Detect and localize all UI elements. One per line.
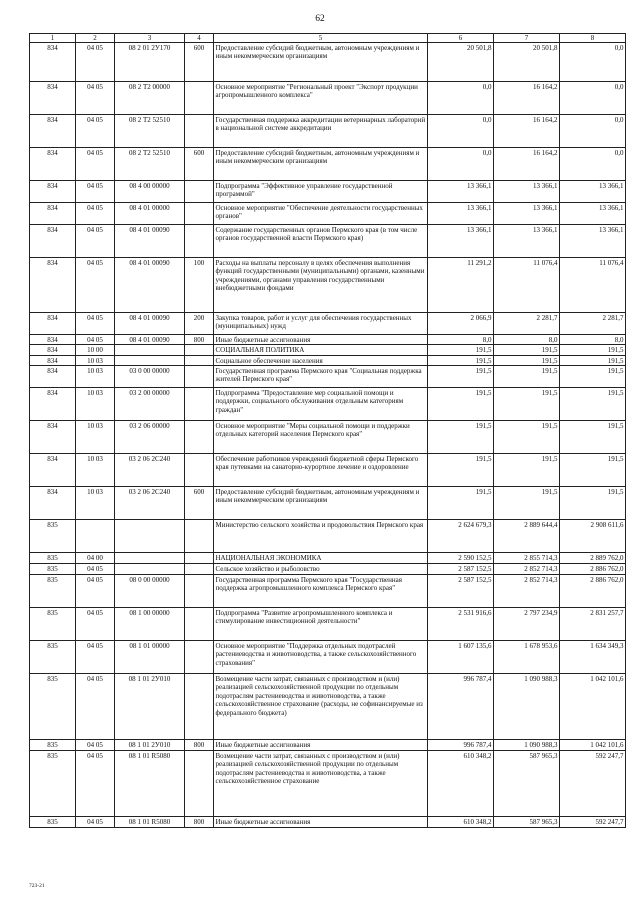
cell-expense-type: 600 [185,487,214,520]
cell-target-article: 08 1 01 R5080 [115,751,185,817]
cell-expense-type [185,225,214,258]
cell-amount-year-3: 191,5 [560,345,626,356]
cell-amount-year-3: 0,0 [560,115,626,148]
cell-amount-year-2: 191,5 [494,421,560,454]
cell-target-article: 08 4 01 00090 [115,258,185,313]
cell-expense-type [185,203,214,225]
cell-ministry-code: 834 [30,225,76,258]
cell-ministry-code: 834 [30,356,76,366]
cell-amount-year-3: 1 042 101,6 [560,674,626,740]
cell-section-code: 10 03 [76,421,115,454]
cell-amount-year-1: 13 366,1 [428,203,494,225]
table-row [30,345,626,356]
cell-description: Иные бюджетные ассигнования [214,740,428,751]
cell-ministry-code: 834 [30,115,76,148]
cell-amount-year-2: 2 281,7 [494,313,560,335]
cell-amount-year-2: 1 090 988,3 [494,740,560,751]
cell-amount-year-2: 13 366,1 [494,203,560,225]
cell-description: Иные бюджетные ассигнования [214,817,428,828]
cell-amount-year-1: 8,0 [428,335,494,345]
cell-section-code: 04 05 [76,181,115,203]
cell-amount-year-1: 191,5 [428,366,494,388]
table-row [30,740,626,751]
cell-description: Предоставление субсидий бюджетным, автономным учреждениям и иным некоммерческим организациям [214,148,428,181]
cell-amount-year-1: 996 787,4 [428,674,494,740]
cell-ministry-code: 834 [30,345,76,356]
cell-section-code: 04 05 [76,225,115,258]
table-row [30,313,626,335]
cell-ministry-code: 834 [30,388,76,421]
cell-amount-year-2: 2 852 714,3 [494,575,560,608]
cell-target-article: 08 2 01 2У170 [115,43,185,82]
table-row [30,421,626,454]
cell-amount-year-1: 2 587 152,5 [428,564,494,575]
table-row [30,335,626,345]
cell-amount-year-2: 587 965,3 [494,751,560,817]
cell-amount-year-1: 191,5 [428,388,494,421]
cell-description: Подпрограмма "Эффективное управление государственной программой" [214,181,428,203]
cell-description: Расходы на выплаты персоналу в целях обеспечения выполнения функций государственными (муниципальными) органами, казенными учреждениями, органами управления государственными внебюджетными фондами [214,258,428,313]
cell-description: Закупка товаров, работ и услуг для обеспечения государственных (муниципальных) нужд [214,313,428,335]
cell-ministry-code: 834 [30,181,76,203]
cell-description: Государственная программа Пермского края "Государственная поддержка агропромышленного комплекса Пермского края" [214,575,428,608]
column-header-8: 8 [560,34,626,43]
cell-target-article [115,564,185,575]
table-row [30,575,626,608]
cell-amount-year-3: 0,0 [560,148,626,181]
cell-amount-year-3: 191,5 [560,366,626,388]
cell-target-article [115,345,185,356]
cell-ministry-code: 835 [30,817,76,828]
column-header-1: 1 [30,34,76,43]
column-header-3: 3 [115,34,185,43]
cell-target-article: 08 1 01 2У010 [115,740,185,751]
cell-ministry-code: 834 [30,258,76,313]
cell-description: Подпрограмма "Развитие агропромышленного комплекса и стимулирование инвестиционной деятельности" [214,608,428,641]
cell-amount-year-2: 1 678 953,6 [494,641,560,674]
cell-amount-year-3: 0,0 [560,43,626,82]
cell-section-code: 04 05 [76,82,115,115]
table-row [30,817,626,828]
cell-amount-year-1: 191,5 [428,487,494,520]
cell-target-article: 08 4 01 00090 [115,335,185,345]
cell-target-article: 08 2 Т2 52510 [115,115,185,148]
cell-amount-year-1: 20 501,8 [428,43,494,82]
cell-amount-year-3: 8,0 [560,335,626,345]
cell-amount-year-3: 0,0 [560,82,626,115]
column-header-2: 2 [76,34,115,43]
cell-section-code: 04 05 [76,751,115,817]
cell-ministry-code: 834 [30,203,76,225]
cell-ministry-code: 834 [30,148,76,181]
cell-ministry-code: 834 [30,43,76,82]
cell-amount-year-1: 191,5 [428,356,494,366]
cell-ministry-code: 835 [30,575,76,608]
cell-ministry-code: 835 [30,674,76,740]
cell-description: СОЦИАЛЬНАЯ ПОЛИТИКА [214,345,428,356]
table-row [30,43,626,82]
cell-amount-year-2: 20 501,8 [494,43,560,82]
cell-section-code: 10 03 [76,487,115,520]
cell-section-code: 04 05 [76,258,115,313]
table-row [30,553,626,564]
cell-amount-year-1: 11 291,2 [428,258,494,313]
cell-expense-type: 800 [185,740,214,751]
cell-ministry-code: 835 [30,553,76,564]
table-row [30,225,626,258]
column-header-7: 7 [494,34,560,43]
cell-amount-year-3: 592 247,7 [560,817,626,828]
cell-ministry-code: 834 [30,421,76,454]
cell-description: Социальное обеспечение населения [214,356,428,366]
cell-target-article: 08 4 00 00000 [115,181,185,203]
cell-expense-type: 200 [185,313,214,335]
cell-expense-type [185,641,214,674]
cell-amount-year-1: 2 624 679,3 [428,520,494,553]
cell-description: Государственная программа Пермского края "Социальная поддержка жителей Пермского края" [214,366,428,388]
cell-target-article: 03 2 06 00000 [115,421,185,454]
cell-amount-year-1: 0,0 [428,115,494,148]
cell-expense-type: 600 [185,43,214,82]
cell-amount-year-3: 2 886 762,0 [560,575,626,608]
cell-description: Основное мероприятие "Меры социальной помощи и поддержки отдельных категорий населения Пермского края" [214,421,428,454]
footer-code: 723-21 [29,883,45,889]
budget-table [29,33,626,828]
table-header-row [30,34,626,43]
cell-expense-type [185,608,214,641]
cell-amount-year-3: 13 366,1 [560,203,626,225]
cell-description: Предоставление субсидий бюджетным, автономным учреждениям и иным некоммерческим организациям [214,487,428,520]
table-row [30,203,626,225]
cell-description: Подпрограмма "Предоставление мер социальной помощи и поддержки, социального обслуживания отдельным категориям граждан" [214,388,428,421]
table-row [30,82,626,115]
cell-amount-year-3: 191,5 [560,356,626,366]
cell-amount-year-3: 191,5 [560,388,626,421]
cell-amount-year-2: 16 164,2 [494,82,560,115]
cell-expense-type: 600 [185,148,214,181]
cell-expense-type [185,421,214,454]
table-row [30,258,626,313]
cell-expense-type [185,366,214,388]
cell-target-article: 03 2 06 2С240 [115,454,185,487]
column-header-5: 5 [214,34,428,43]
cell-amount-year-2: 191,5 [494,356,560,366]
cell-description: Содержание государственных органов Пермского края (в том числе органов государственной власти Пермского края) [214,225,428,258]
cell-target-article: 08 1 00 00000 [115,608,185,641]
cell-amount-year-1: 2 587 152,5 [428,575,494,608]
cell-expense-type [185,575,214,608]
cell-section-code: 04 05 [76,608,115,641]
cell-ministry-code: 834 [30,454,76,487]
cell-section-code: 04 05 [76,203,115,225]
cell-section-code: 04 05 [76,335,115,345]
cell-section-code: 10 03 [76,356,115,366]
cell-amount-year-1: 2 531 916,6 [428,608,494,641]
cell-section-code: 04 05 [76,740,115,751]
cell-description: Возмещение части затрат, связанных с производством и (или) реализацией сельскохозяйственной продукции по отдельным подотраслям растениеводства и животноводства, а также сельскохозяйственное страхование (расходы, не софинансируемые из федерального бюджета) [214,674,428,740]
cell-target-article: 08 1 01 00000 [115,641,185,674]
cell-ministry-code: 834 [30,335,76,345]
cell-section-code: 04 05 [76,313,115,335]
cell-expense-type [185,674,214,740]
cell-description: Иные бюджетные ассигнования [214,335,428,345]
cell-expense-type [185,356,214,366]
cell-amount-year-3: 2 889 762,0 [560,553,626,564]
table-row [30,356,626,366]
table-row [30,181,626,203]
cell-amount-year-3: 1 634 349,3 [560,641,626,674]
cell-amount-year-2: 2 889 644,4 [494,520,560,553]
cell-ministry-code: 834 [30,487,76,520]
cell-target-article: 03 2 00 00000 [115,388,185,421]
cell-target-article: 08 2 Т2 52510 [115,148,185,181]
cell-expense-type [185,520,214,553]
cell-expense-type [185,454,214,487]
cell-target-article [115,553,185,564]
table-row [30,454,626,487]
cell-amount-year-2: 191,5 [494,487,560,520]
cell-amount-year-3: 2 886 762,0 [560,564,626,575]
page-number: 62 [315,14,325,24]
cell-amount-year-3: 13 366,1 [560,225,626,258]
cell-description: Основное мероприятие "Региональный проект "Экспорт продукции агропромышленного комплекса" [214,82,428,115]
cell-expense-type [185,564,214,575]
cell-description: Предоставление субсидий бюджетным, автономным учреждениям и иным некоммерческим организациям [214,43,428,82]
cell-expense-type [185,751,214,817]
cell-amount-year-1: 610 348,2 [428,817,494,828]
table-row [30,674,626,740]
cell-amount-year-2: 8,0 [494,335,560,345]
cell-amount-year-3: 191,5 [560,421,626,454]
cell-amount-year-2: 13 366,1 [494,225,560,258]
cell-amount-year-1: 13 366,1 [428,225,494,258]
table-row [30,641,626,674]
cell-amount-year-1: 0,0 [428,148,494,181]
table-row [30,751,626,817]
cell-amount-year-2: 1 090 988,3 [494,674,560,740]
cell-amount-year-1: 996 787,4 [428,740,494,751]
cell-description: Основное мероприятие "Поддержка отдельных подотраслей растениеводства и животноводства, а также сельскохозяйственного страхования" [214,641,428,674]
cell-expense-type [185,388,214,421]
cell-amount-year-1: 2 066,9 [428,313,494,335]
cell-amount-year-1: 13 366,1 [428,181,494,203]
cell-amount-year-1: 191,5 [428,345,494,356]
cell-amount-year-2: 587 965,3 [494,817,560,828]
cell-amount-year-3: 592 247,7 [560,751,626,817]
table-row [30,487,626,520]
cell-amount-year-3: 13 366,1 [560,181,626,203]
cell-amount-year-1: 191,5 [428,454,494,487]
cell-target-article: 08 4 01 00090 [115,313,185,335]
cell-section-code: 04 05 [76,575,115,608]
cell-ministry-code: 835 [30,740,76,751]
cell-amount-year-3: 2 908 611,6 [560,520,626,553]
cell-target-article: 03 2 06 2С240 [115,487,185,520]
cell-expense-type [185,181,214,203]
cell-section-code: 04 05 [76,817,115,828]
table-row [30,366,626,388]
cell-ministry-code: 834 [30,313,76,335]
cell-amount-year-2: 191,5 [494,345,560,356]
cell-amount-year-1: 610 348,2 [428,751,494,817]
cell-target-article [115,356,185,366]
cell-amount-year-1: 1 607 135,6 [428,641,494,674]
cell-amount-year-3: 191,5 [560,487,626,520]
cell-target-article [115,520,185,553]
column-header-4: 4 [185,34,214,43]
table-row [30,115,626,148]
cell-amount-year-2: 11 076,4 [494,258,560,313]
cell-expense-type: 800 [185,335,214,345]
cell-section-code: 10 03 [76,388,115,421]
table-row [30,148,626,181]
cell-expense-type [185,115,214,148]
cell-amount-year-2: 191,5 [494,366,560,388]
cell-amount-year-3: 1 042 101,6 [560,740,626,751]
cell-amount-year-3: 11 076,4 [560,258,626,313]
cell-section-code: 10 03 [76,366,115,388]
table-row [30,520,626,553]
cell-expense-type: 100 [185,258,214,313]
cell-amount-year-2: 191,5 [494,454,560,487]
cell-target-article: 03 0 00 00000 [115,366,185,388]
cell-description: Государственная поддержка аккредитации ветеринарных лабораторий в национальной системе аккредитации [214,115,428,148]
table-body [30,43,626,828]
cell-amount-year-2: 16 164,2 [494,115,560,148]
cell-description: Обеспечение работников учреждений бюджетной сферы Пермского края путевками на санаторно-курортное лечение и оздоровление [214,454,428,487]
cell-ministry-code: 835 [30,641,76,674]
cell-section-code [76,520,115,553]
cell-section-code: 04 05 [76,564,115,575]
cell-expense-type [185,345,214,356]
cell-amount-year-3: 191,5 [560,454,626,487]
cell-ministry-code: 835 [30,751,76,817]
cell-amount-year-2: 2 852 714,3 [494,564,560,575]
cell-section-code: 10 00 [76,345,115,356]
cell-ministry-code: 835 [30,608,76,641]
cell-ministry-code: 835 [30,520,76,553]
cell-ministry-code: 835 [30,564,76,575]
cell-amount-year-3: 2 281,7 [560,313,626,335]
cell-section-code: 04 05 [76,641,115,674]
cell-section-code: 04 05 [76,148,115,181]
cell-amount-year-1: 2 590 152,5 [428,553,494,564]
table-row [30,564,626,575]
cell-target-article: 08 0 00 00000 [115,575,185,608]
cell-amount-year-2: 191,5 [494,388,560,421]
cell-section-code: 10 03 [76,454,115,487]
cell-section-code: 04 00 [76,553,115,564]
cell-amount-year-3: 2 831 257,7 [560,608,626,641]
table-row [30,608,626,641]
cell-description: Возмещение части затрат, связанных с производством и (или) реализацией сельскохозяйственной продукции по отдельным подотраслям растениеводства и животноводства, а также сельскохозяйственное страхование [214,751,428,817]
cell-amount-year-2: 13 366,1 [494,181,560,203]
cell-section-code: 04 05 [76,674,115,740]
cell-amount-year-2: 16 164,2 [494,148,560,181]
cell-description: Основное мероприятие "Обеспечение деятельности государственных органов" [214,203,428,225]
cell-amount-year-1: 191,5 [428,421,494,454]
cell-expense-type [185,82,214,115]
table-row [30,388,626,421]
cell-ministry-code: 834 [30,82,76,115]
cell-amount-year-2: 2 855 714,3 [494,553,560,564]
cell-target-article: 08 2 Т2 00000 [115,82,185,115]
cell-target-article: 08 4 01 00000 [115,203,185,225]
cell-target-article: 08 4 01 00090 [115,225,185,258]
cell-section-code: 04 05 [76,43,115,82]
cell-amount-year-2: 2 797 234,9 [494,608,560,641]
cell-expense-type [185,553,214,564]
column-header-6: 6 [428,34,494,43]
cell-section-code: 04 05 [76,115,115,148]
cell-description: НАЦИОНАЛЬНАЯ ЭКОНОМИКА [214,553,428,564]
cell-description: Министерство сельского хозяйства и продовольствия Пермского края [214,520,428,553]
cell-target-article: 08 1 01 R5080 [115,817,185,828]
cell-amount-year-1: 0,0 [428,82,494,115]
cell-description: Сельское хозяйство и рыболовство [214,564,428,575]
cell-ministry-code: 834 [30,366,76,388]
cell-expense-type: 800 [185,817,214,828]
cell-target-article: 08 1 01 2У010 [115,674,185,740]
